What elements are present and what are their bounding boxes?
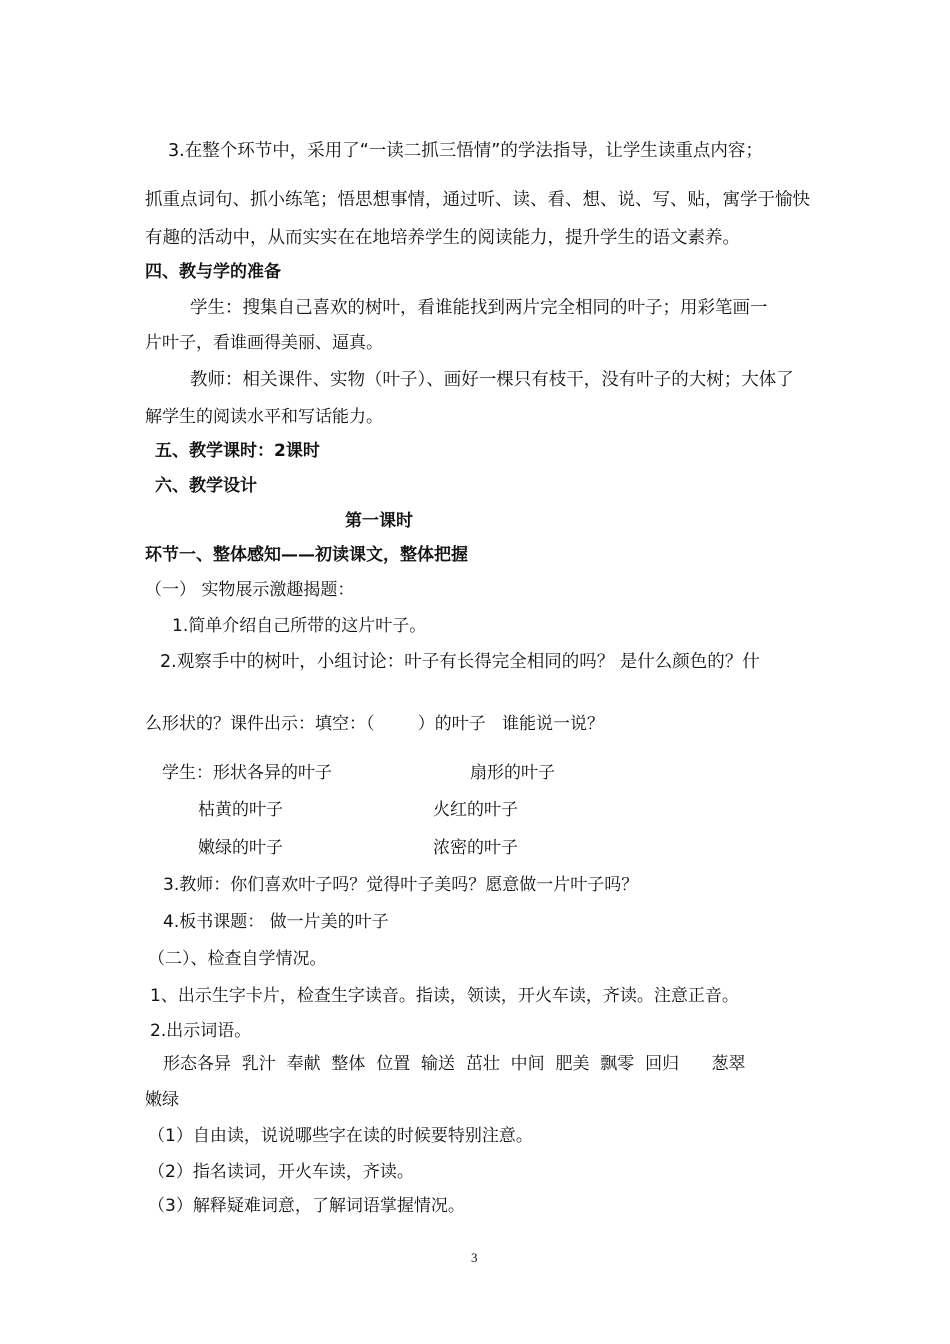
subheading: （二）、检查自学情况。 <box>148 949 327 969</box>
vocabulary-line: 形态各异 乳汁 奉献 整体 位置 输送 茁壮 中间 肥美 飘零 回归 葱翠 <box>163 1054 746 1074</box>
list-item: 4.板书课题： 做一片美的叶子 <box>163 912 389 932</box>
vocabulary-line: 嫩绿 <box>145 1090 179 1110</box>
list-item: 1、出示生字卡片，检查生字读音。指读，领读，开火车读，齐读。注意正音。 <box>150 986 739 1006</box>
list-item: 2.观察手中的树叶，小组讨论：叶子有长得完全相同的吗？ 是什么颜色的？什 <box>160 652 760 672</box>
answer-item: 浓密的叶子 <box>433 838 518 858</box>
paragraph-line: 抓重点词句、抓小练笔；悟思想事情，通过听、读、看、想、说、写、贴，寓学于愉快 <box>145 190 810 210</box>
paragraph-line: 学生：搜集自己喜欢的树叶，看谁能找到两片完全相同的叶子；用彩笔画一 <box>190 298 768 318</box>
paragraph-line: 么形状的？课件出示：填空：（ ）的叶子 谁能说一说？ <box>145 714 604 734</box>
section-heading: 环节一、整体感知——初读课文，整体把握 <box>145 545 468 565</box>
list-item: 2.出示词语。 <box>150 1021 252 1041</box>
paragraph-line: 3.在整个环节中，采用了“一读二抓三悟情”的学法指导，让学生读重点内容； <box>168 141 763 161</box>
page-number: 3 <box>471 1250 478 1265</box>
answer-item: 学生：形状各异的叶子 <box>162 763 332 783</box>
section-heading: 五、教学课时：2课时 <box>155 441 320 461</box>
answer-item: 枯黄的叶子 <box>198 800 283 820</box>
lesson-title: 第一课时 <box>345 511 413 531</box>
list-item: （3）解释疑难词意，了解词语掌握情况。 <box>148 1196 465 1216</box>
list-item: 3.教师：你们喜欢叶子吗？觉得叶子美吗？愿意做一片叶子吗？ <box>163 875 639 895</box>
section-heading: 四、教与学的准备 <box>145 262 281 282</box>
answer-item: 火红的叶子 <box>433 800 518 820</box>
list-item: （1）自由读，说说哪些字在读的时候要特别注意。 <box>148 1126 533 1146</box>
answer-item: 嫩绿的叶子 <box>198 838 283 858</box>
paragraph-line: 教师：相关课件、实物（叶子）、画好一棵只有枝干，没有叶子的大树；大体了 <box>190 370 794 390</box>
paragraph-line: 片叶子，看谁画得美丽、逼真。 <box>145 333 383 353</box>
list-item: 1.简单介绍自己所带的这片叶子。 <box>172 616 427 636</box>
section-heading: 六、教学设计 <box>155 476 257 496</box>
paragraph-line: 有趣的活动中，从而实实在在地培养学生的阅读能力，提升学生的语文素养。 <box>145 228 740 248</box>
paragraph-line: 解学生的阅读水平和写话能力。 <box>145 407 383 427</box>
answer-item: 扇形的叶子 <box>470 763 555 783</box>
list-item: （2）指名读词，开火车读，齐读。 <box>148 1162 414 1182</box>
subheading: （一） 实物展示激趣揭题： <box>145 580 355 600</box>
